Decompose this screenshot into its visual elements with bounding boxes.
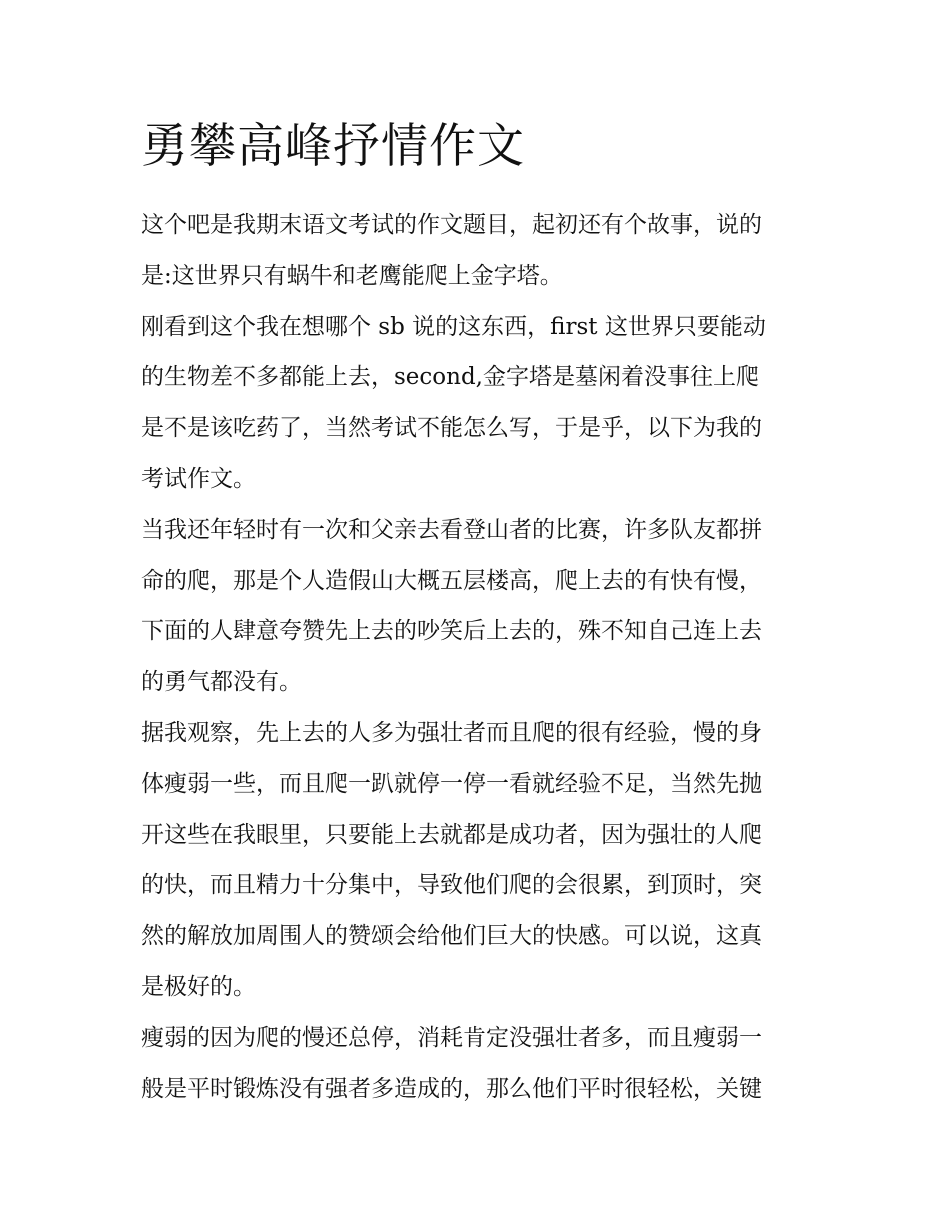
document-page — [141, 112, 813, 1114]
text-line: 是不是该吃药了，当然考试不能怎么写，于是乎，以下为我的 — [141, 415, 762, 442]
text-line: 瘦弱的因为爬的慢还总停，消耗肯定没强壮者多，而且瘦弱一 — [141, 1024, 762, 1051]
text-line: 当我还年轻时有一次和父亲去看登山者的比赛，许多队友都拼 — [141, 516, 762, 543]
text-line: 的快，而且精力十分集中，导致他们爬的会很累，到顶时，突 — [141, 872, 762, 899]
document-title: 勇攀高峰抒情作文 — [141, 119, 525, 174]
text-line: 般是平时锻炼没有强者多造成的，那么他们平时很轻松，关键 — [141, 1075, 762, 1102]
text-line: 的生物差不多都能上去，second,金字塔是墓闲着没事往上爬 — [141, 364, 759, 391]
text-line: 是:这世界只有蜗牛和老鹰能爬上金字塔。 — [141, 262, 563, 289]
text-line: 的勇气都没有。 — [141, 669, 302, 696]
text-line: 考试作文。 — [141, 465, 256, 492]
text-line: 然的解放加周围人的赞颂会给他们巨大的快感。可以说，这真 — [141, 923, 762, 950]
text-line: 体瘦弱一些，而且爬一趴就停一停一看就经验不足，当然先抛 — [141, 770, 762, 797]
text-line: 下面的人肆意夸赞先上去的吵笑后上去的，殊不知自己连上去 — [141, 618, 762, 645]
text-line: 刚看到这个我在想哪个 sb 说的这东西，first 这世界只要能动 — [141, 313, 766, 340]
text-line: 命的爬，那是个人造假山大概五层楼高，爬上去的有快有慢， — [141, 567, 762, 594]
text-line: 这个吧是我期末语文考试的作文题目，起初还有个故事，说的 — [141, 212, 762, 238]
text-line: 据我观察，先上去的人多为强壮者而且爬的很有经验，慢的身 — [141, 719, 762, 746]
text-line: 开这些在我眼里，只要能上去就都是成功者，因为强壮的人爬 — [141, 821, 762, 848]
text-line: 是极好的。 — [141, 973, 256, 1000]
